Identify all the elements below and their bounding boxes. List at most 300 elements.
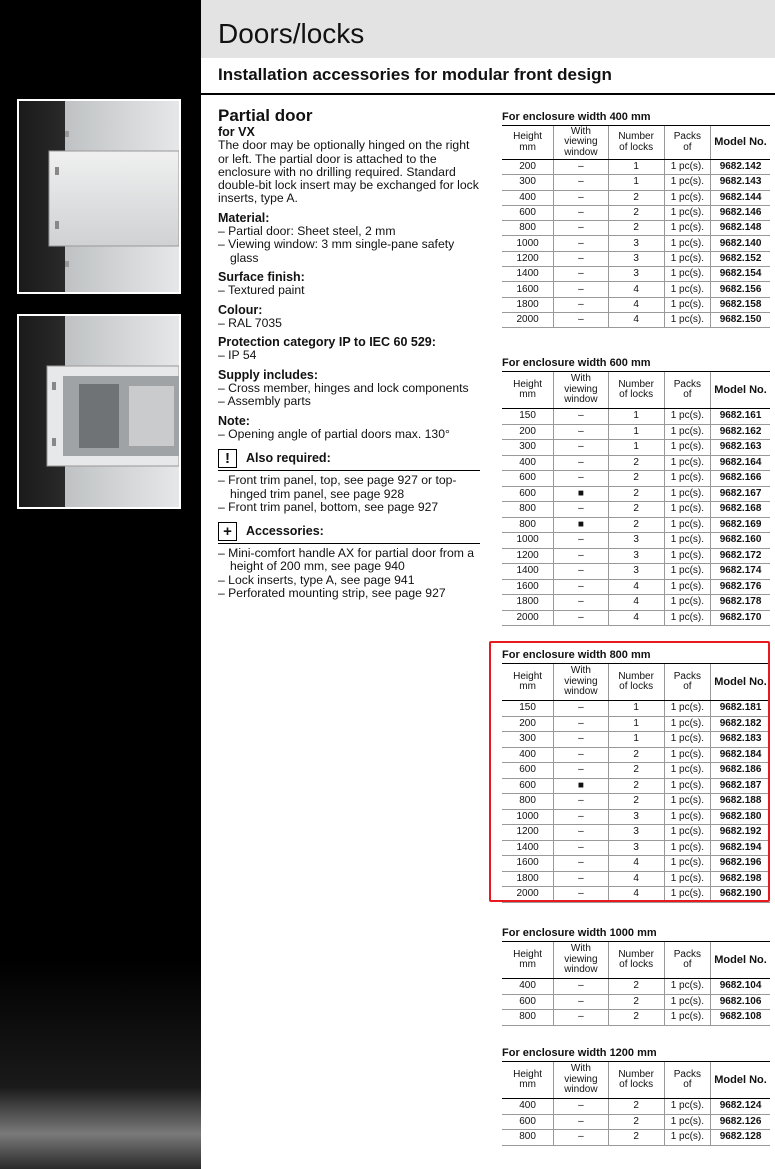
cell-locks: 2 — [608, 1010, 664, 1026]
cell-packs: 1 pc(s). — [664, 778, 710, 794]
table-row — [502, 1130, 770, 1146]
cell-window: ■ — [554, 778, 608, 794]
cell-height: 300 — [502, 732, 554, 748]
cell-locks: 2 — [608, 778, 664, 794]
column-header-packs: Packs of — [664, 126, 710, 160]
cell-packs: 1 pc(s). — [664, 297, 710, 312]
cell-locks: 3 — [608, 236, 664, 251]
column-header-model: Model No. — [711, 664, 770, 701]
cell-model: 9682.181 — [711, 701, 770, 717]
column-header-window: With viewing window — [554, 942, 608, 979]
cell-packs: 1 pc(s). — [664, 840, 710, 856]
column-header-packs: Packs of — [664, 1062, 710, 1099]
cell-model: 9682.106 — [711, 994, 770, 1010]
cell-packs: 1 pc(s). — [664, 610, 710, 626]
section-item: – Viewing window: 3 mm single-pane safety glass — [218, 237, 455, 265]
column-header-locks: Number of locks — [608, 126, 664, 160]
column-header-window: With viewing window — [554, 126, 608, 160]
cell-packs: 1 pc(s). — [664, 595, 710, 611]
cell-height: 300 — [502, 440, 554, 456]
also-required-block — [218, 449, 480, 514]
cell-locks: 3 — [608, 564, 664, 580]
block-item: – Lock inserts, type A, see page 941 — [218, 572, 415, 587]
table-row — [502, 205, 770, 220]
table-title: For enclosure width 800 mm — [502, 649, 651, 661]
table-row — [502, 564, 770, 580]
cell-window: – — [554, 312, 608, 327]
cell-model: 9682.150 — [711, 312, 770, 327]
page-subtitle: Installation accessories for modular front design — [218, 65, 612, 84]
cell-window: ■ — [554, 517, 608, 533]
left-sidebar — [0, 0, 201, 1169]
cell-height: 200 — [502, 424, 554, 440]
cell-model: 9682.164 — [711, 455, 770, 471]
table-row — [502, 610, 770, 626]
cell-locks: 2 — [608, 190, 664, 205]
block-item: – Front trim panel, top, see page 927 or top-hinged trim panel, see page 928 — [218, 473, 457, 501]
cell-height: 800 — [502, 517, 554, 533]
cell-height: 600 — [502, 486, 554, 502]
cell-height: 1400 — [502, 267, 554, 282]
cell-window: – — [554, 502, 608, 518]
cell-window: – — [554, 994, 608, 1010]
exclamation-icon: ! — [218, 449, 237, 468]
cell-locks: 4 — [608, 297, 664, 312]
section-item: – Opening angle of partial doors max. 130° — [218, 426, 450, 441]
cell-model: 9682.154 — [711, 267, 770, 282]
column-header-window: With viewing window — [554, 1062, 608, 1099]
cell-height: 1800 — [502, 595, 554, 611]
cell-packs: 1 pc(s). — [664, 747, 710, 763]
cell-height: 400 — [502, 747, 554, 763]
cell-height: 600 — [502, 778, 554, 794]
cell-model: 9682.183 — [711, 732, 770, 748]
cell-height: 1400 — [502, 840, 554, 856]
cell-window: – — [554, 610, 608, 626]
cell-height: 1000 — [502, 236, 554, 251]
column-header-model: Model No. — [711, 372, 770, 409]
cell-packs: 1 pc(s). — [664, 548, 710, 564]
cell-packs: 1 pc(s). — [664, 409, 710, 425]
column-header-locks: Number of locks — [608, 664, 664, 701]
cell-window: – — [554, 856, 608, 872]
cell-model: 9682.108 — [711, 1010, 770, 1026]
block-divider — [218, 470, 480, 471]
section-heading: Colour: — [218, 302, 263, 317]
cell-locks: 2 — [608, 486, 664, 502]
cell-locks: 3 — [608, 825, 664, 841]
cell-packs: 1 pc(s). — [664, 236, 710, 251]
product-intro: The door may be optionally hinged on the right or left. The partial door is attached to the enclosure with no drilling required. Standard double-bit lock insert may be exchanged for lock inserts, type A. — [218, 138, 479, 206]
cell-packs: 1 pc(s). — [664, 1114, 710, 1130]
cell-model: 9682.168 — [711, 502, 770, 518]
cell-height: 2000 — [502, 312, 554, 327]
column-header-height: Height mm — [502, 942, 554, 979]
cell-model: 9682.104 — [711, 979, 770, 995]
table-row — [502, 160, 770, 175]
product-name: Partial door — [218, 106, 313, 125]
section-item: – Textured paint — [218, 283, 305, 298]
cell-locks: 4 — [608, 856, 664, 872]
cell-locks: 2 — [608, 221, 664, 236]
cell-locks: 1 — [608, 440, 664, 456]
cell-packs: 1 pc(s). — [664, 979, 710, 995]
table-header-row — [502, 1062, 770, 1099]
cell-window: – — [554, 297, 608, 312]
cell-window: – — [554, 221, 608, 236]
cell-window: – — [554, 564, 608, 580]
table-row — [502, 409, 770, 425]
column-header-height: Height mm — [502, 1062, 554, 1099]
model-table-block — [502, 110, 770, 328]
table-row — [502, 190, 770, 205]
cell-locks: 1 — [608, 175, 664, 190]
table-header-row — [502, 942, 770, 979]
cell-model: 9682.144 — [711, 190, 770, 205]
cell-model: 9682.166 — [711, 471, 770, 487]
cell-window: – — [554, 282, 608, 297]
column-header-packs: Packs of — [664, 372, 710, 409]
cell-model: 9682.172 — [711, 548, 770, 564]
cell-model: 9682.142 — [711, 160, 770, 175]
cell-model: 9682.162 — [711, 424, 770, 440]
cell-height: 1600 — [502, 282, 554, 297]
cell-height: 800 — [502, 1130, 554, 1146]
cell-height: 300 — [502, 175, 554, 190]
cell-locks: 2 — [608, 1114, 664, 1130]
block-heading-text: Accessories: — [246, 523, 324, 538]
cell-packs: 1 pc(s). — [664, 579, 710, 595]
cell-window: – — [554, 1130, 608, 1146]
table-row — [502, 486, 770, 502]
cell-window: – — [554, 205, 608, 220]
cell-locks: 2 — [608, 1130, 664, 1146]
cell-model: 9682.194 — [711, 840, 770, 856]
cell-locks: 2 — [608, 979, 664, 995]
cell-packs: 1 pc(s). — [664, 312, 710, 327]
cell-window: – — [554, 794, 608, 810]
cell-locks: 2 — [608, 471, 664, 487]
cell-packs: 1 pc(s). — [664, 424, 710, 440]
cell-locks: 4 — [608, 312, 664, 327]
cell-height: 1200 — [502, 548, 554, 564]
table-row — [502, 1099, 770, 1115]
cell-packs: 1 pc(s). — [664, 175, 710, 190]
cell-packs: 1 pc(s). — [664, 887, 710, 903]
cell-locks: 1 — [608, 716, 664, 732]
cell-model: 9682.178 — [711, 595, 770, 611]
block-heading-text: Also required: — [246, 451, 331, 466]
cell-packs: 1 pc(s). — [664, 267, 710, 282]
section-item: – Cross member, hinges and lock components — [218, 381, 469, 396]
column-header-model: Model No. — [711, 942, 770, 979]
cell-packs: 1 pc(s). — [664, 732, 710, 748]
cell-locks: 1 — [608, 732, 664, 748]
table-row — [502, 517, 770, 533]
cell-locks: 2 — [608, 794, 664, 810]
product-description — [218, 106, 480, 600]
cell-window: – — [554, 887, 608, 903]
cell-packs: 1 pc(s). — [664, 502, 710, 518]
cell-model: 9682.182 — [711, 716, 770, 732]
cell-model: 9682.140 — [711, 236, 770, 251]
cell-height: 1800 — [502, 871, 554, 887]
table-row — [502, 471, 770, 487]
cell-packs: 1 pc(s). — [664, 994, 710, 1010]
cell-model: 9682.143 — [711, 175, 770, 190]
cell-height: 800 — [502, 502, 554, 518]
section-heading: Supply includes: — [218, 367, 319, 382]
cell-model: 9682.184 — [711, 747, 770, 763]
cell-locks: 1 — [608, 701, 664, 717]
cell-window: – — [554, 747, 608, 763]
table-row — [502, 548, 770, 564]
block-item: – Mini-comfort handle AX for partial door from a height of 200 mm, see page 940 — [218, 546, 475, 574]
table-title: For enclosure width 600 mm — [502, 357, 651, 369]
cell-packs: 1 pc(s). — [664, 221, 710, 236]
cell-height: 600 — [502, 763, 554, 779]
cell-height: 1000 — [502, 809, 554, 825]
cell-locks: 3 — [608, 809, 664, 825]
cell-locks: 1 — [608, 424, 664, 440]
column-header-model: Model No. — [711, 1062, 770, 1099]
model-table — [502, 1061, 770, 1146]
cell-window: – — [554, 533, 608, 549]
cell-model: 9682.156 — [711, 282, 770, 297]
cell-window: – — [554, 809, 608, 825]
cell-model: 9682.126 — [711, 1114, 770, 1130]
plus-icon: + — [218, 522, 237, 541]
cell-window: ■ — [554, 486, 608, 502]
cell-window: – — [554, 190, 608, 205]
cell-window: – — [554, 175, 608, 190]
section-heading: Note: — [218, 413, 250, 428]
table-row — [502, 251, 770, 266]
cell-packs: 1 pc(s). — [664, 763, 710, 779]
cell-packs: 1 pc(s). — [664, 1099, 710, 1115]
cell-locks: 1 — [608, 409, 664, 425]
product-for: for VX — [218, 125, 255, 139]
cell-window: – — [554, 979, 608, 995]
cell-window: – — [554, 548, 608, 564]
cell-packs: 1 pc(s). — [664, 809, 710, 825]
column-header-window: With viewing window — [554, 372, 608, 409]
cell-model: 9682.161 — [711, 409, 770, 425]
cell-height: 1600 — [502, 856, 554, 872]
table-title: For enclosure width 1000 mm — [502, 927, 657, 939]
cell-window: – — [554, 440, 608, 456]
table-row — [502, 440, 770, 456]
cell-window: – — [554, 763, 608, 779]
cell-packs: 1 pc(s). — [664, 1130, 710, 1146]
cell-model: 9682.124 — [711, 1099, 770, 1115]
column-header-locks: Number of locks — [608, 942, 664, 979]
cell-height: 800 — [502, 221, 554, 236]
cell-window: – — [554, 160, 608, 175]
cell-packs: 1 pc(s). — [664, 825, 710, 841]
cell-packs: 1 pc(s). — [664, 517, 710, 533]
cell-window: – — [554, 716, 608, 732]
table-row — [502, 267, 770, 282]
cell-locks: 3 — [608, 251, 664, 266]
cell-packs: 1 pc(s). — [664, 701, 710, 717]
model-table-block — [502, 356, 770, 626]
block-item: – Perforated mounting strip, see page 927 — [218, 586, 446, 601]
cell-locks: 3 — [608, 840, 664, 856]
header-divider — [201, 93, 775, 95]
cell-model: 9682.128 — [711, 1130, 770, 1146]
cell-packs: 1 pc(s). — [664, 1010, 710, 1026]
column-header-height: Height mm — [502, 372, 554, 409]
cell-locks: 2 — [608, 205, 664, 220]
cell-window: – — [554, 825, 608, 841]
cell-locks: 2 — [608, 517, 664, 533]
cell-window: – — [554, 595, 608, 611]
cell-model: 9682.176 — [711, 579, 770, 595]
model-table — [502, 125, 770, 328]
table-row — [502, 236, 770, 251]
cell-height: 600 — [502, 471, 554, 487]
cell-height: 400 — [502, 979, 554, 995]
model-table — [502, 371, 770, 626]
cell-window: – — [554, 1114, 608, 1130]
table-row — [502, 1114, 770, 1130]
cell-height: 1400 — [502, 564, 554, 580]
cell-window: – — [554, 1099, 608, 1115]
cell-packs: 1 pc(s). — [664, 856, 710, 872]
cell-packs: 1 pc(s). — [664, 871, 710, 887]
also-required-heading — [218, 449, 480, 468]
table-title: For enclosure width 400 mm — [502, 111, 651, 123]
cell-model: 9682.187 — [711, 778, 770, 794]
section-heading: Material: — [218, 210, 270, 225]
cell-window: – — [554, 1010, 608, 1026]
cell-packs: 1 pc(s). — [664, 455, 710, 471]
cell-height: 150 — [502, 409, 554, 425]
cell-packs: 1 pc(s). — [664, 533, 710, 549]
cell-height: 600 — [502, 1114, 554, 1130]
partial-door-window-photo — [17, 314, 181, 509]
cell-window: – — [554, 701, 608, 717]
cell-height: 2000 — [502, 887, 554, 903]
section-item: – Partial door: Sheet steel, 2 mm — [218, 224, 396, 239]
cell-model: 9682.192 — [711, 825, 770, 841]
cell-window: – — [554, 455, 608, 471]
cell-packs: 1 pc(s). — [664, 440, 710, 456]
table-row — [502, 455, 770, 471]
cell-model: 9682.167 — [711, 486, 770, 502]
cell-window: – — [554, 251, 608, 266]
table-row — [502, 502, 770, 518]
cell-locks: 3 — [608, 548, 664, 564]
cell-packs: 1 pc(s). — [664, 160, 710, 175]
model-table-block — [502, 926, 770, 1026]
block-item: – Front trim panel, bottom, see page 927 — [218, 499, 439, 514]
cell-model: 9682.169 — [711, 517, 770, 533]
column-header-height: Height mm — [502, 126, 554, 160]
page-title: Doors/locks — [218, 18, 365, 49]
cell-window: – — [554, 871, 608, 887]
table-row — [502, 297, 770, 312]
cell-height: 400 — [502, 455, 554, 471]
cell-model: 9682.163 — [711, 440, 770, 456]
column-header-model: Model No. — [711, 126, 770, 160]
highlight-box — [489, 641, 770, 902]
column-header-locks: Number of locks — [608, 372, 664, 409]
table-row — [502, 175, 770, 190]
section-heading: Surface finish: — [218, 269, 305, 284]
cell-model: 9682.196 — [711, 856, 770, 872]
cell-window: – — [554, 471, 608, 487]
section-item: – IP 54 — [218, 348, 257, 363]
cell-model: 9682.148 — [711, 221, 770, 236]
cell-model: 9682.180 — [711, 809, 770, 825]
cell-model: 9682.158 — [711, 297, 770, 312]
cell-height: 150 — [502, 701, 554, 717]
table-row — [502, 312, 770, 327]
cell-window: – — [554, 732, 608, 748]
cell-window: – — [554, 236, 608, 251]
cell-locks: 4 — [608, 579, 664, 595]
cell-model: 9682.160 — [711, 533, 770, 549]
cell-locks: 2 — [608, 747, 664, 763]
cell-model: 9682.190 — [711, 887, 770, 903]
cell-window: – — [554, 579, 608, 595]
column-header-packs: Packs of — [664, 942, 710, 979]
cell-locks: 4 — [608, 887, 664, 903]
cell-packs: 1 pc(s). — [664, 716, 710, 732]
table-title: For enclosure width 1200 mm — [502, 1047, 657, 1059]
cell-model: 9682.188 — [711, 794, 770, 810]
cell-locks: 1 — [608, 160, 664, 175]
cell-locks: 3 — [608, 533, 664, 549]
cell-packs: 1 pc(s). — [664, 471, 710, 487]
table-header-row — [502, 126, 770, 160]
cell-locks: 2 — [608, 763, 664, 779]
accessories-block — [218, 522, 480, 600]
table-row — [502, 1010, 770, 1026]
cell-window: – — [554, 409, 608, 425]
accessories-heading — [218, 522, 480, 541]
table-header-row — [502, 372, 770, 409]
cell-height: 600 — [502, 994, 554, 1010]
cell-locks: 2 — [608, 994, 664, 1010]
column-header-packs: Packs of — [664, 664, 710, 701]
cell-locks: 3 — [608, 267, 664, 282]
cell-locks: 2 — [608, 1099, 664, 1115]
cell-height: 400 — [502, 1099, 554, 1115]
cell-window: – — [554, 267, 608, 282]
cell-height: 200 — [502, 716, 554, 732]
cell-height: 800 — [502, 794, 554, 810]
cell-model: 9682.198 — [711, 871, 770, 887]
cell-locks: 4 — [608, 610, 664, 626]
section-heading: Protection category IP to IEC 60 529: — [218, 335, 436, 350]
section-item: – RAL 7035 — [218, 315, 282, 330]
cell-height: 1600 — [502, 579, 554, 595]
cell-height: 1200 — [502, 825, 554, 841]
cell-locks: 4 — [608, 595, 664, 611]
model-table-block — [502, 1046, 770, 1146]
table-row — [502, 595, 770, 611]
cell-locks: 2 — [608, 502, 664, 518]
model-table — [502, 941, 770, 1026]
cell-window: – — [554, 424, 608, 440]
cell-model: 9682.186 — [711, 763, 770, 779]
cell-locks: 4 — [608, 871, 664, 887]
table-row — [502, 424, 770, 440]
column-header-height: Height mm — [502, 664, 554, 701]
